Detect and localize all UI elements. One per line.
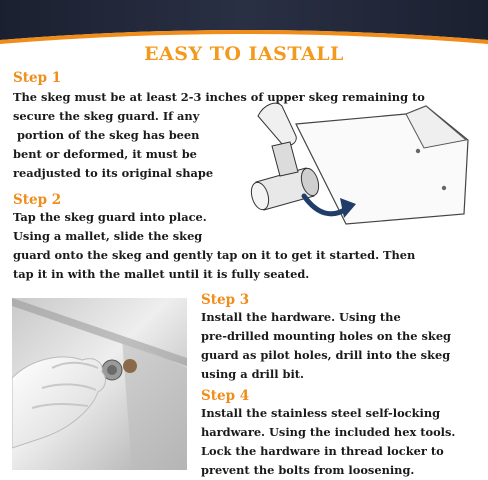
- step-1-text: The skeg must be at least 2-3 inches of upper skeg remaining to secure the skeg guard. If any portion of the skeg has been bent or deformed, it must be readjusted to its original shape: [13, 90, 425, 180]
- step-1-label: Step 1: [13, 70, 62, 86]
- step-4-text: Install the stainless steel self-locking hardware. Using the included hex tools. Lock the hardware in thread locker to prevent the bolts from loosening.: [201, 406, 456, 477]
- step-3-label: Step 3: [201, 292, 250, 308]
- step-2-text: Tap the skeg guard into place. Using a mallet, slide the skeg guard onto the skeg and gently tap on it to get it started. Then tap it in with the mallet until it is fully seated.: [13, 210, 416, 281]
- step-2-label: Step 2: [13, 192, 62, 208]
- step-4-label: Step 4: [201, 388, 250, 404]
- step-3-text: Install the hardware. Using the pre-drilled mounting holes on the skeg guard as pilot holes, drill into the skeg using a drill bit.: [201, 310, 452, 381]
- page-title: EASY TO IASTALL: [144, 43, 344, 65]
- gloved-hand-photo: [12, 298, 187, 470]
